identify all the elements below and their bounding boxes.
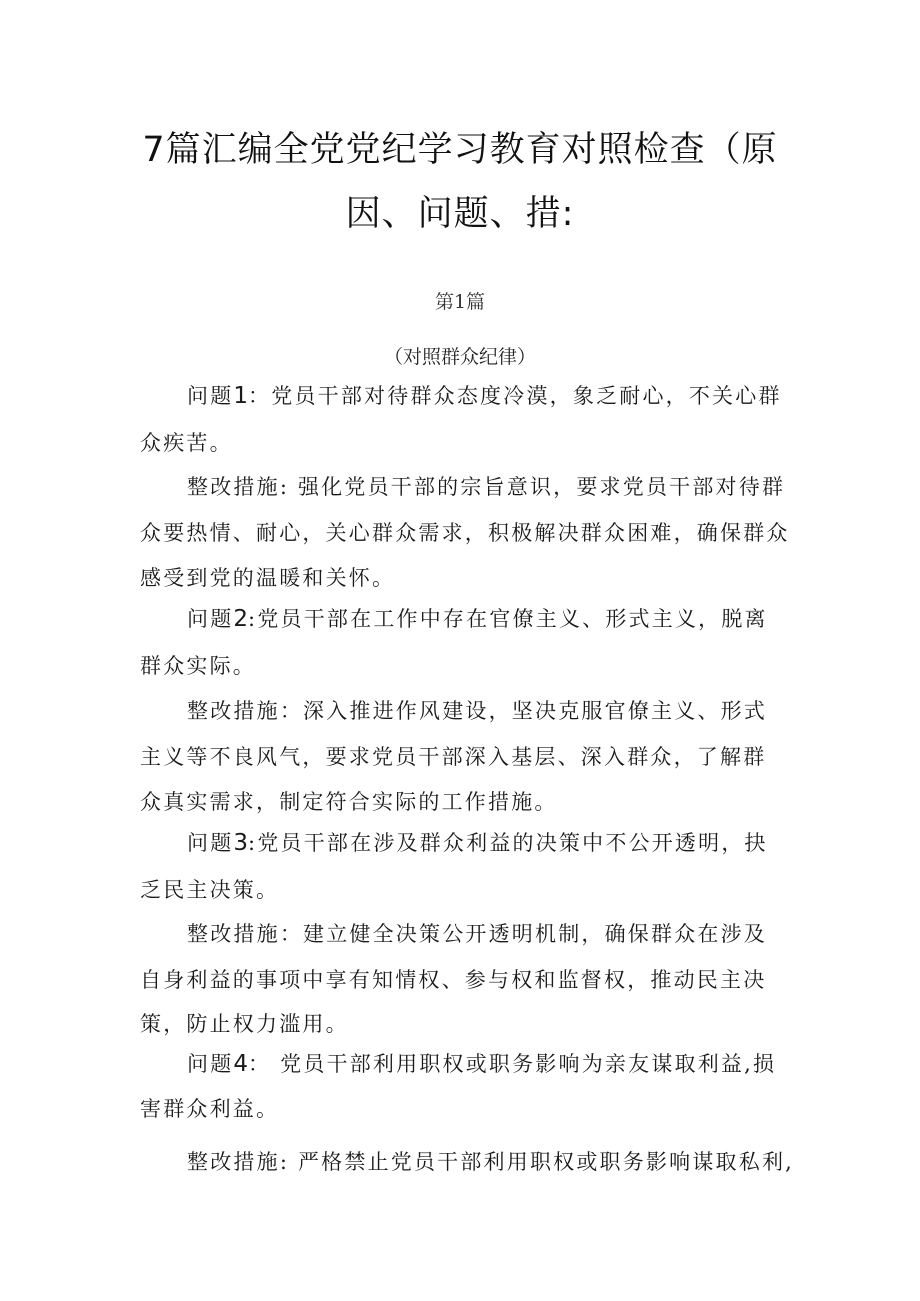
- measure-3-line-2: 自身利益的事项中享有知情权、参与权和监督权，推动民主决: [140, 968, 767, 992]
- measure-label: 整改措施: [187, 699, 280, 723]
- measure-text: ：深入推进作风建设，坚决克服官僚主义、形式: [279, 699, 768, 723]
- problem-number: 1: [233, 383, 249, 409]
- problem-2-line-1: [187, 603, 768, 633]
- problem-1-line-1: [187, 380, 782, 410]
- measure-label: 整改措施: [187, 922, 280, 946]
- problem-label: 问题: [187, 607, 234, 631]
- problem-text: ：党员干部对待群众态度冷漠，象乏耐心，不关心群: [248, 384, 782, 408]
- measure-text: : 严格禁止党员干部利用职权或职务影响谋取私利,: [279, 1150, 795, 1174]
- chapter-heading: 第1篇: [434, 291, 486, 313]
- measure-label: 整改措施: [187, 475, 280, 499]
- problem-number: 2: [233, 606, 249, 632]
- measure-2-line-2: 主义等不良风气，要求党员干部深入基层、深入群众，了解群: [140, 745, 767, 769]
- problem-4-line-2: 害群众利益。: [140, 1097, 280, 1121]
- measure-label: 整改措施: [187, 1150, 280, 1174]
- problem-text: :党员干部在涉及群众利益的决策中不公开透明，抉: [248, 831, 768, 855]
- problem-label: 问题: [187, 831, 234, 855]
- problem-3-line-2: 乏民主决策。: [140, 878, 280, 902]
- measure-text: : 强化党员干部的宗旨意识，要求党员干部对待群: [279, 475, 786, 499]
- measure-text: ：建立健全决策公开透明机制，确保群众在涉及: [279, 922, 768, 946]
- problem-label: 问题: [187, 384, 234, 408]
- measure-3-line-1: [187, 918, 767, 948]
- problem-label: 问题: [187, 1052, 234, 1076]
- problem-text: :党员干部在工作中存在官僚主义、形式主义，脱离: [248, 607, 768, 631]
- section-heading: （对照群众纪律）: [383, 346, 536, 368]
- problem-number: 3: [233, 830, 249, 856]
- measure-3-line-3: 策，防止权力滥用。: [140, 1012, 349, 1036]
- document-title-line-2: 因、问题、措:: [345, 194, 575, 234]
- measure-1-line-2: 众要热情、耐心，关心群众需求，积极解决群众困难，确保群众: [140, 521, 790, 545]
- problem-2-line-2: 群众实际。: [140, 654, 256, 678]
- measure-1-line-3: 感受到党的温暖和关怀。: [140, 566, 396, 590]
- document-title-line-1: 7篇汇编全党党纪学习教育对照检查（原: [142, 130, 778, 170]
- measure-2-line-1: [187, 695, 767, 725]
- measure-1-line-1: [187, 471, 785, 501]
- problem-number: 4: [233, 1051, 249, 1077]
- measure-4-line-1: [187, 1146, 794, 1176]
- measure-2-line-3: 众真实需求，制定符合实际的工作措施。: [140, 790, 558, 814]
- problem-3-line-1: [187, 827, 768, 857]
- problem-1-line-2: 众疾苦。: [140, 431, 233, 455]
- problem-4-line-1: [187, 1048, 776, 1078]
- problem-text: ： 党员干部利用职权或职务影响为亲友谋取利益,损: [248, 1052, 777, 1076]
